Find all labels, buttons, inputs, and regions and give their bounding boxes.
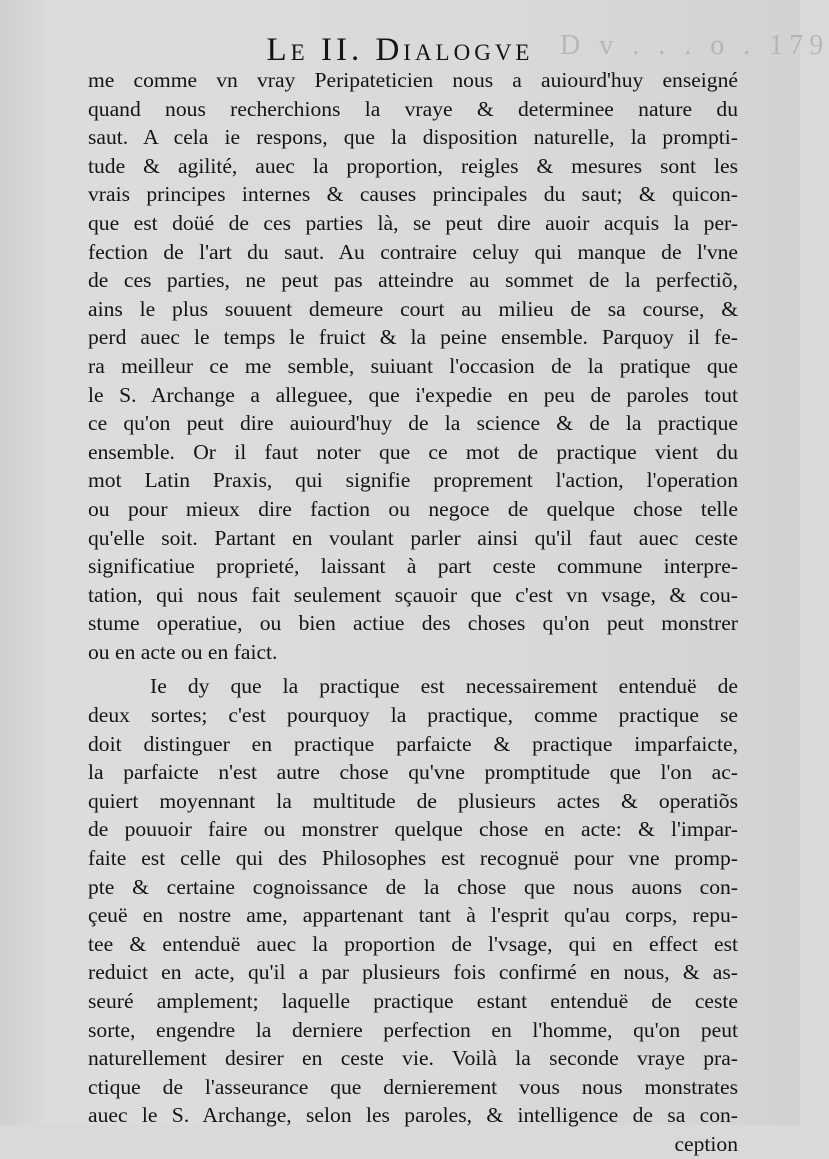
show-through-text: D v . . . o . 179	[560, 30, 829, 61]
text-line: fection de l'art du saut. Au contraire celuy qui manque de l'vne	[88, 239, 738, 264]
text-line: perd auec le temps le fruict & la peine ensemble. Parquoy il fe-	[88, 325, 738, 350]
body-text	[88, 66, 738, 1159]
text-line: ou pour mieux dire faction ou negoce de quelque chose telle	[88, 496, 738, 521]
text-line: auec le S. Archange, selon les paroles, & intelligence de sa con-	[88, 1103, 738, 1128]
text-line: faite est celle qui des Philosophes est recognuë pour vne promp-	[88, 846, 738, 871]
text-line: saut. A cela ie respons, que la disposition naturelle, la prompti-	[88, 125, 738, 150]
text-line: de pouuoir faire ou monstrer quelque chose en acte: & l'impar-	[88, 817, 738, 842]
text-line: doit distinguer en practique parfaicte & practique imparfaicte,	[88, 731, 738, 756]
text-line: me comme vn vray Peripateticien nous a auiourd'huy enseigné	[88, 68, 738, 92]
text-line: significatiue proprieté, laissant à part ceste commune interpre-	[88, 554, 738, 579]
text-line: que est doüé de ces parties là, se peut dire auoir acquis la per-	[88, 210, 738, 235]
text-line: mot Latin Praxis, qui signifie proprement l'action, l'operation	[88, 468, 738, 493]
text-line: ce qu'on peut dire auiourd'huy de la science & de la practique	[88, 411, 738, 436]
text-line: tation, qui nous fait seulement sçauoir que c'est vn vsage, & cou-	[88, 582, 738, 607]
text-line: ra meilleur ce me semble, suiuant l'occasion de la pratique que	[88, 353, 738, 378]
text-line: quand nous recherchions la vraye & determinee nature du	[88, 96, 738, 121]
text-line: deux sortes; c'est pourquoy la practique, comme practique se	[88, 703, 738, 728]
text-line: tee & entenduë auec la proportion de l'vsage, qui en effect est	[88, 931, 738, 956]
text-line: la parfaicte n'est autre chose qu'vne promptitude que l'on ac-	[88, 760, 738, 785]
text-line: ctique de l'asseurance que dernierement vous nous monstrates	[88, 1074, 738, 1099]
text-line: tude & agilité, auec la proportion, reigles & mesures sont les	[88, 153, 738, 178]
text-line: pte & certaine cognoissance de la chose que nous auons con-	[88, 874, 738, 899]
text-line: vrais principes internes & causes principales du saut; & quicon-	[88, 182, 738, 207]
text-line: ensemble. Or il faut noter que ce mot de practique vient du	[88, 439, 738, 464]
text-line: qu'elle soit. Partant en voulant parler ainsi qu'il faut auec ceste	[88, 525, 738, 550]
text-line: sorte, engendre la derniere perfection en l'homme, qu'on peut	[88, 1017, 738, 1042]
text-line: naturellement desirer en ceste vie. Voilà la seconde vraye pra-	[88, 1046, 738, 1071]
text-line: de ces parties, ne peut pas atteindre au sommet de la perfectiõ,	[88, 268, 738, 293]
catchword: ception	[674, 1131, 738, 1156]
paragraph-end-line: ou en acte ou en faict.	[88, 639, 278, 664]
text-line: reduict en acte, qu'il a par plusieurs fois confirmé en nous, & as-	[88, 960, 738, 985]
text-line: çeuë en nostre ame, appartenant tant à l'esprit qu'au corps, repu-	[88, 903, 738, 928]
text-line: quiert moyennant la multitude de plusieurs actes & operatiõs	[88, 788, 738, 813]
running-header: Le II. Dialogve	[266, 32, 534, 68]
text-line: stume operatiue, ou bien actiue des choses qu'on peut monstrer	[88, 611, 738, 636]
text-line: seuré amplement; laquelle practique estant entenduë de ceste	[88, 989, 738, 1013]
text-line: le S. Archange a alleguee, que i'expedie en peu de paroles tout	[88, 382, 738, 407]
paragraph-start-line: Ie dy que la practique est necessairement entenduë de	[150, 674, 738, 699]
text-line: ains le plus souuent demeure court au milieu de sa course, &	[88, 296, 738, 321]
